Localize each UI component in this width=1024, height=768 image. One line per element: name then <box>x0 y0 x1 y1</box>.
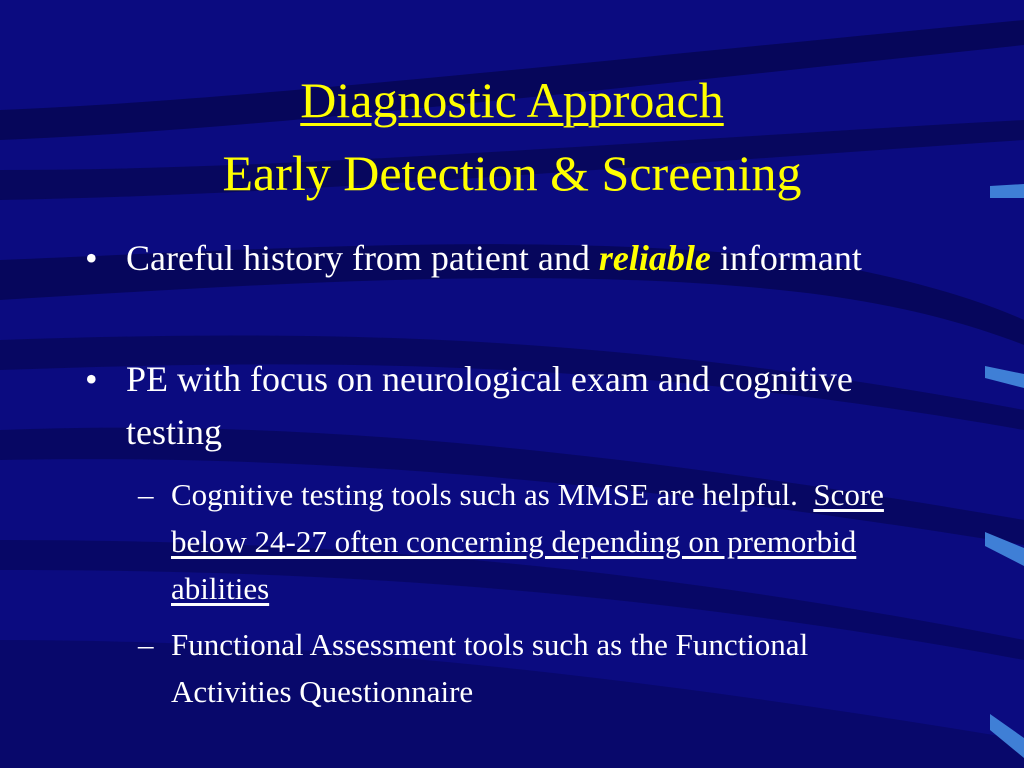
bullet-item <box>85 353 885 459</box>
sub-bullet-underlined: Score below 24-27 often concerning depending on premorbid abilities <box>171 477 884 606</box>
slide-subtitle: Early Detection & Screening <box>222 145 802 201</box>
sub-bullet-item <box>138 471 908 612</box>
sub-bullet-marker: – <box>138 627 154 662</box>
bullet-emphasis: reliable <box>598 238 711 278</box>
sub-bullet-marker: – <box>138 477 154 512</box>
sub-bullet-text: Functional Assessment tools such as the Functional Activities Questionnaire <box>171 627 809 709</box>
bullet-marker: • <box>85 359 98 399</box>
sub-bullet-item <box>138 621 908 715</box>
bullet-text-part: Careful history from patient and <box>126 238 599 278</box>
bullet-text-part: informant <box>710 238 862 278</box>
bullet-text: PE with focus on neurological exam and cognitive testing <box>126 359 853 452</box>
bullet-marker: • <box>85 238 98 278</box>
sub-bullet-text-part: Cognitive testing tools such as MMSE are helpful. <box>171 477 814 512</box>
bullet-item <box>85 232 885 285</box>
bullet-text <box>126 232 885 285</box>
slide-title: Diagnostic Approach <box>300 72 724 128</box>
sub-bullet-text <box>171 471 908 612</box>
